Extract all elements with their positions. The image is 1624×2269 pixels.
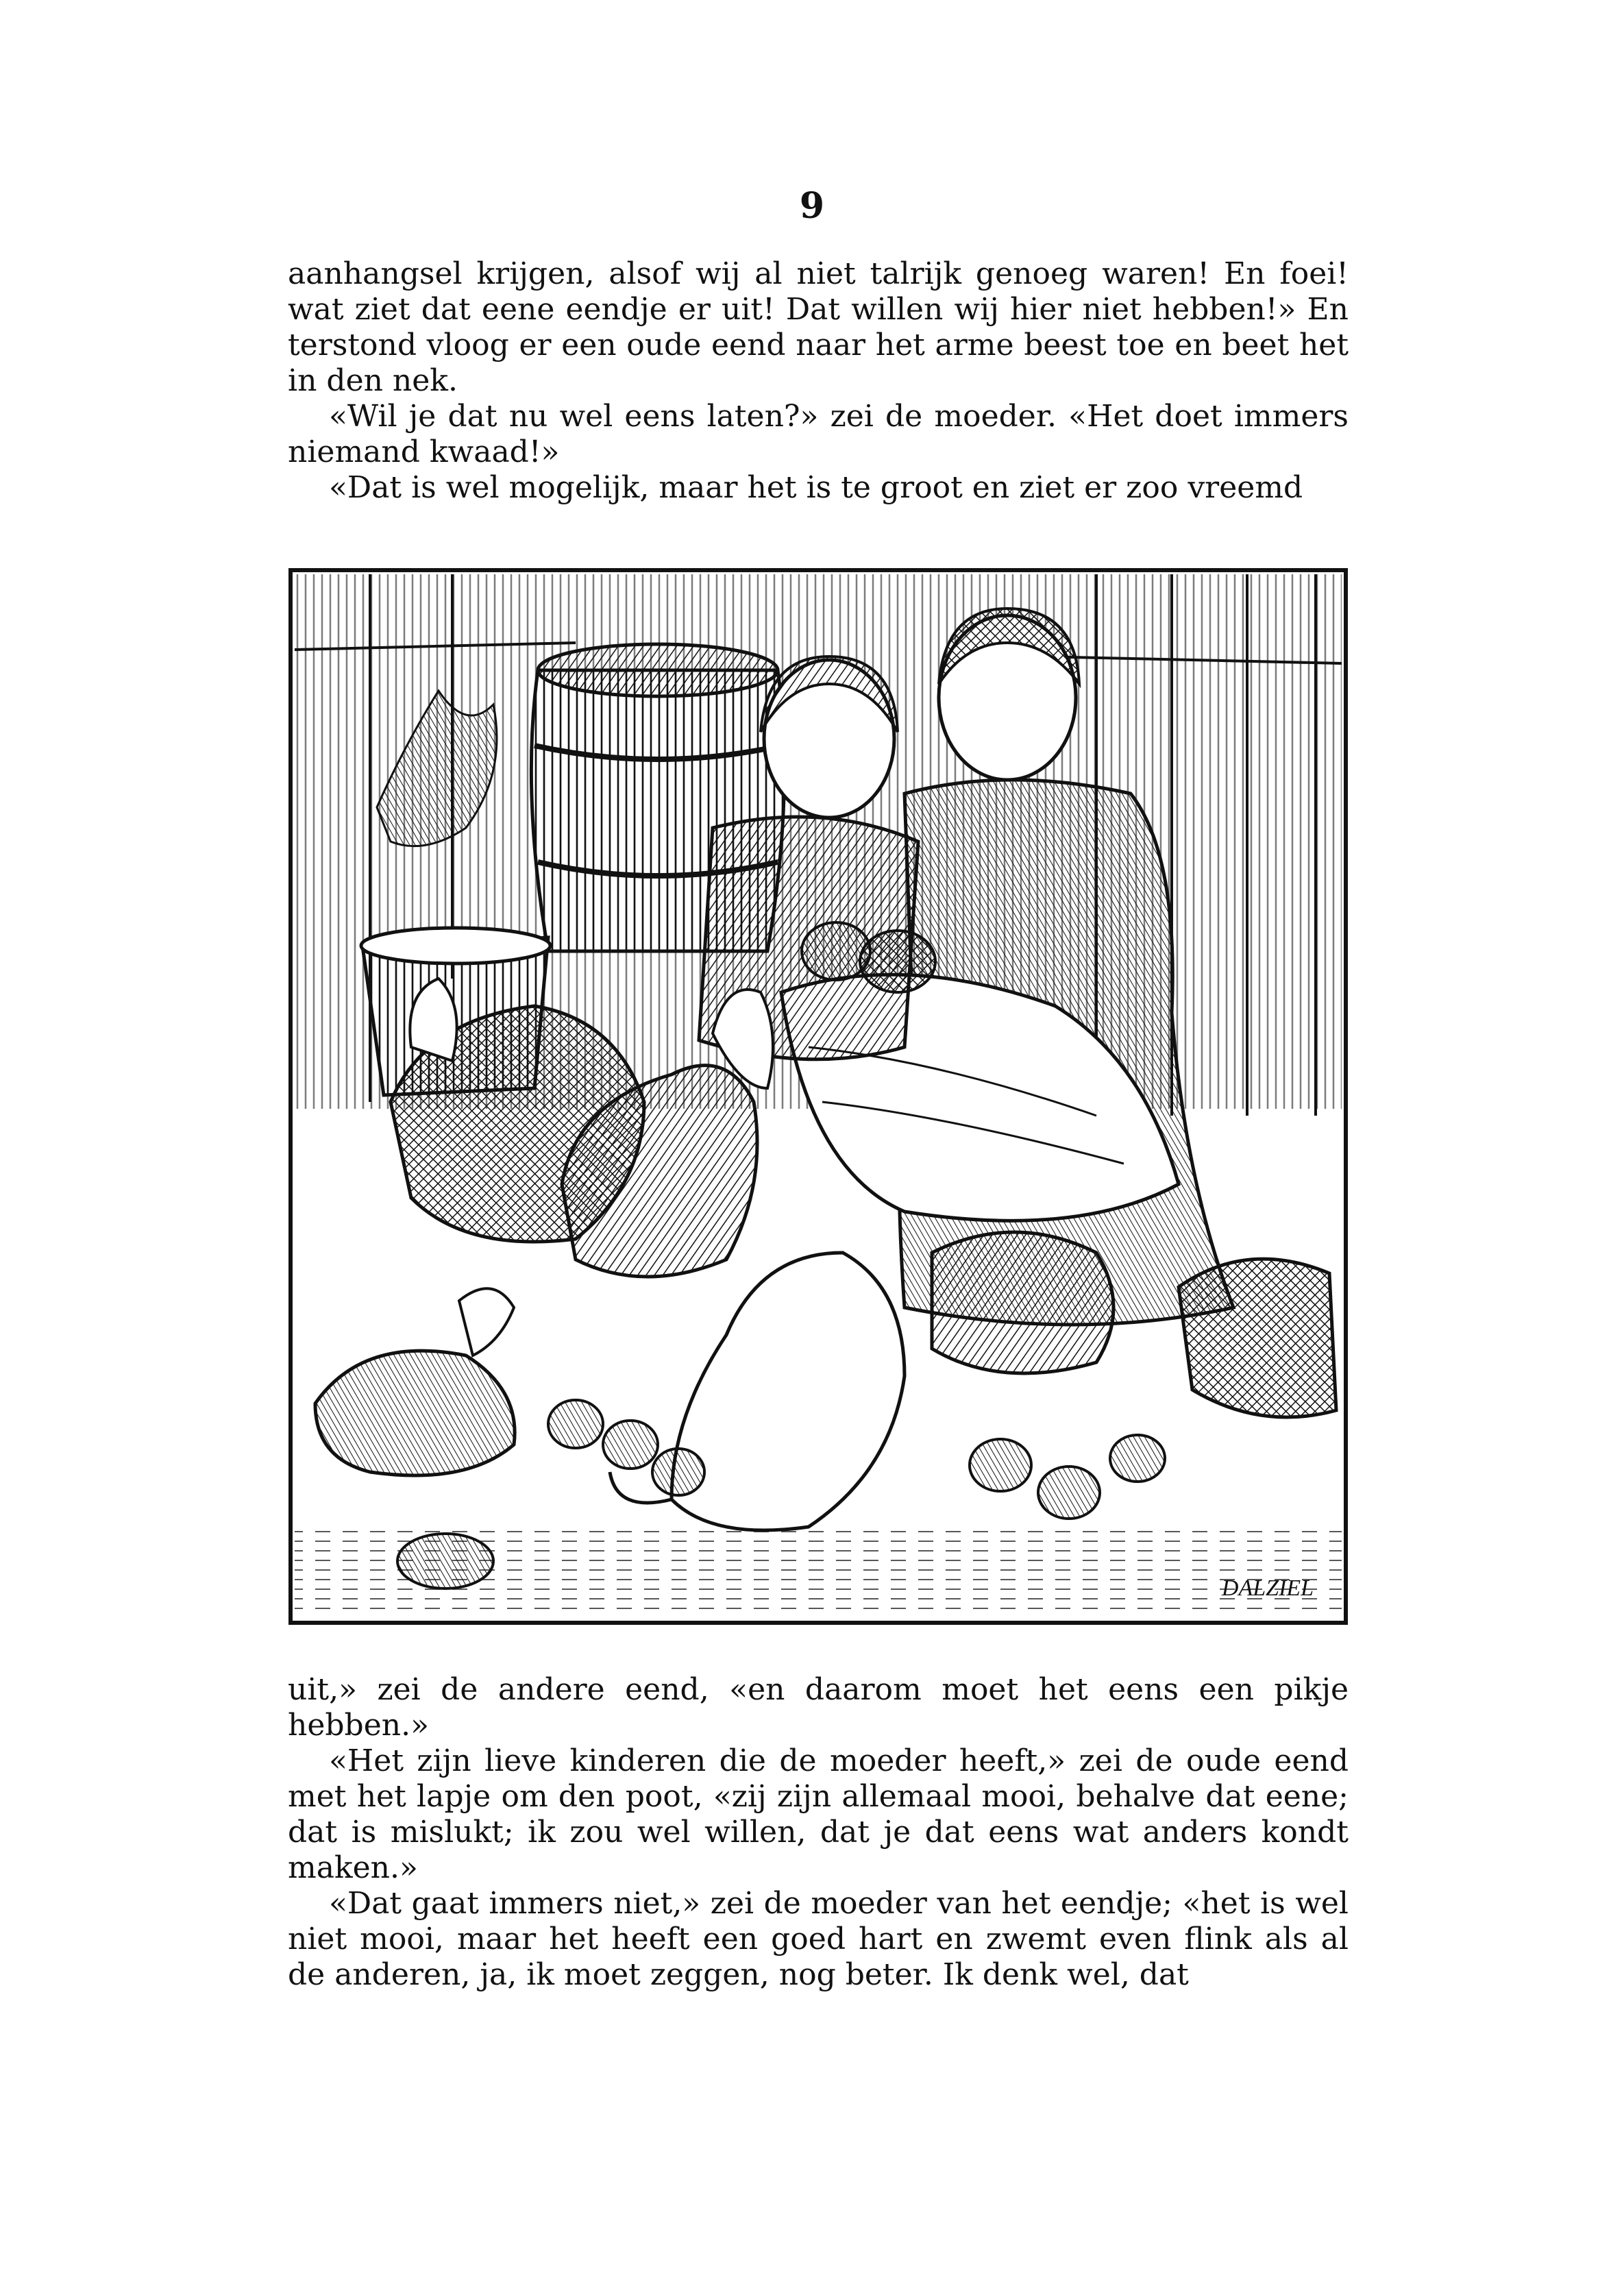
text-block-bottom: [288, 1672, 1349, 1993]
artist-signature: DALZIEL: [1221, 1575, 1314, 1601]
ground: [295, 1527, 1342, 1616]
paragraph: «Het zijn lieve kinderen die de moeder heeft,» zei de oude eend met het lapje om den poot, «zij zijn allemaal mooi, behalve dat eene; dat is mislukt; ik zou wel willen, dat je dat eens wat anders kondt maken.»: [288, 1743, 1349, 1885]
paragraph: aanhangsel krijgen, alsof wij al niet talrijk genoeg waren! En foei! wat ziet dat eene eendje er uit! Dat willen wij hier niet hebben!» En terstond vloog er een oude eend naar het arme beest toe en beet het in den nek.: [288, 256, 1349, 398]
paragraph: «Wil je dat nu wel eens laten?» zei de moeder. «Het doet immers niemand kwaad!»: [288, 399, 1349, 469]
text-block-top: [288, 256, 1349, 506]
engraving-figure: [288, 567, 1349, 1626]
paragraph: «Dat gaat immers niet,» zei de moeder van het eendje; «het is wel niet mooi, maar het heeft een goed hart en zwemt even flink als al de anderen, ja, ik moet zeggen, nog beter. Ik denk wel, dat: [288, 1886, 1349, 1992]
engraving-illustration: [288, 567, 1349, 1626]
page-number: 9: [799, 185, 825, 227]
paragraph: «Dat is wel mogelijk, maar het is te groot en ziet er zoo vreemd: [329, 470, 1303, 505]
paragraph: uit,» zei de andere eend, «en daarom moet het eens een pikje hebben.»: [288, 1672, 1349, 1743]
